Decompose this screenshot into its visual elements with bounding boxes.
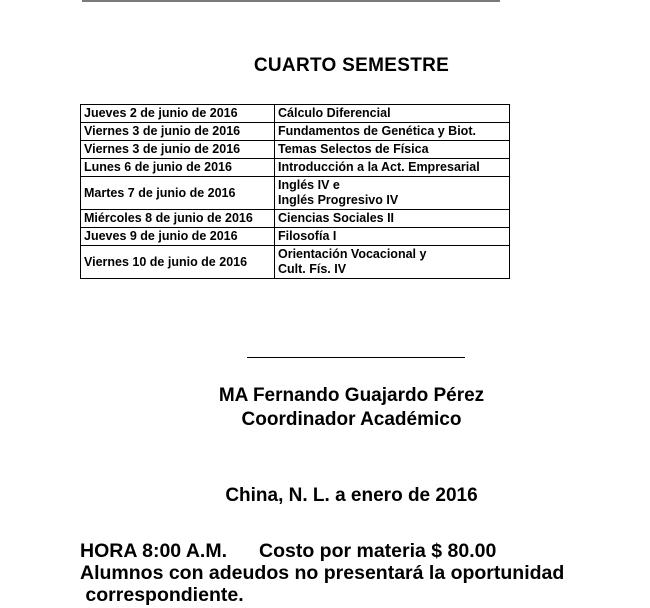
table-row bbox=[81, 105, 510, 123]
subject-cell bbox=[275, 210, 510, 228]
subject-name: Fundamentos de Genética y Biot. bbox=[278, 124, 476, 138]
subject-cell bbox=[275, 177, 510, 210]
table-row bbox=[81, 141, 510, 159]
subject-cell bbox=[275, 246, 510, 279]
exam-date: Jueves 2 de junio de 2016 bbox=[81, 105, 275, 123]
subject-name: Filosofía I bbox=[278, 229, 337, 243]
subject-cell bbox=[275, 159, 510, 177]
exam-date: Viernes 3 de junio de 2016 bbox=[81, 123, 275, 141]
subject-cell bbox=[275, 141, 510, 159]
subject-cell bbox=[275, 123, 510, 141]
subject-name: Temas Selectos de Física bbox=[278, 142, 429, 156]
subject-name: Ciencias Sociales II bbox=[278, 211, 395, 225]
cost-per-subject: Costo por materia $ 80.00 bbox=[259, 540, 497, 562]
footer-notice bbox=[80, 540, 564, 606]
coordinator-role: Coordinador Académico bbox=[241, 409, 462, 430]
subject-name: Introducción a la Act. Empresarial bbox=[278, 160, 480, 174]
table-row bbox=[81, 177, 510, 210]
debt-notice-line2: correspondiente. bbox=[80, 584, 244, 606]
exam-schedule-table bbox=[80, 104, 510, 279]
subject-name: Inglés Progresivo IV bbox=[278, 193, 399, 207]
signature-line bbox=[247, 357, 465, 358]
exam-date: Viernes 3 de junio de 2016 bbox=[81, 141, 275, 159]
exam-date: Miércoles 8 de junio de 2016 bbox=[81, 210, 275, 228]
table-row bbox=[81, 159, 510, 177]
subject-cell bbox=[275, 105, 510, 123]
place-date: China, N. L. a enero de 2016 bbox=[225, 485, 478, 506]
subject-name: Inglés IV e bbox=[278, 178, 340, 192]
subject-name: Cult. Fís. IV bbox=[278, 262, 347, 276]
coordinator-name: MA Fernando Guajardo Pérez bbox=[218, 385, 485, 406]
exam-date: Lunes 6 de junio de 2016 bbox=[81, 159, 275, 177]
table-row bbox=[81, 210, 510, 228]
exam-date: Jueves 9 de junio de 2016 bbox=[81, 228, 275, 246]
semester-heading: CUARTO SEMESTRE bbox=[253, 55, 450, 76]
subject-name: Cálculo Diferencial bbox=[278, 106, 391, 120]
debt-notice-line1: Alumnos con adeudos no presentará la oportunidad bbox=[80, 562, 565, 584]
exam-date: Viernes 10 de junio de 2016 bbox=[81, 246, 275, 279]
table-row bbox=[81, 123, 510, 141]
subject-cell bbox=[275, 228, 510, 246]
exam-date: Martes 7 de junio de 2016 bbox=[81, 177, 275, 210]
subject-name: Orientación Vocacional y bbox=[278, 247, 427, 261]
top-divider bbox=[82, 0, 500, 2]
exam-hour: HORA 8:00 A.M. bbox=[80, 540, 227, 562]
table-row bbox=[81, 246, 510, 279]
table-row bbox=[81, 228, 510, 246]
